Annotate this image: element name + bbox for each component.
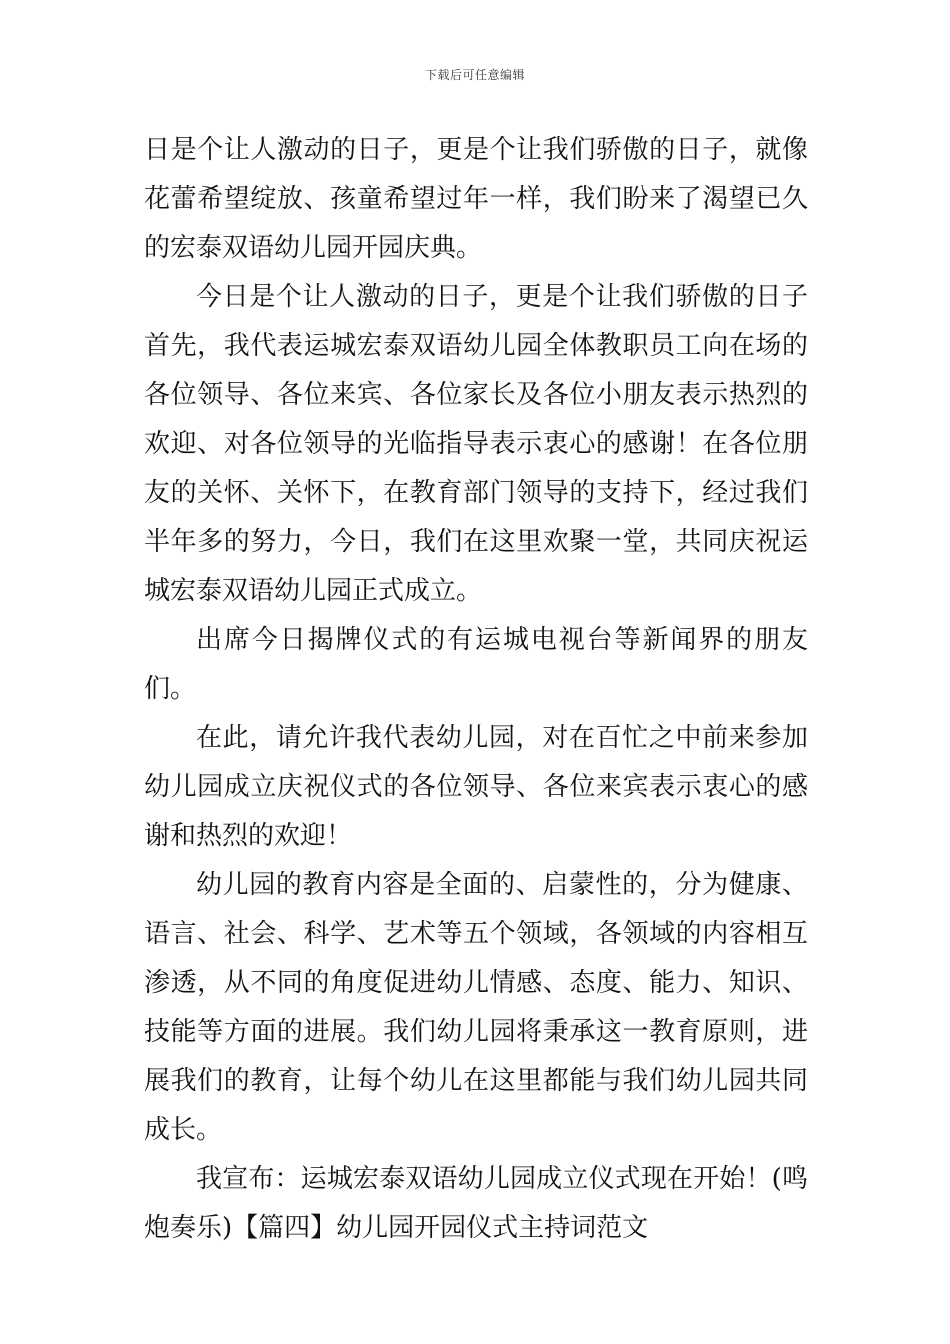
paragraph-1: 日是个让人激动的日子，更是个让我们骄傲的日子，就像花蕾希望绽放、孩童希望过年一样，我们盼来了渴望已久的宏泰双语幼儿园开园庆典。 [144,135,808,263]
header-note: 下载后可任意编辑 [424,68,525,82]
paragraph-5: 幼儿园的教育内容是全面的、启蒙性的，分为健康、语言、社会、科学、艺术等五个领域，各领域的内容相互渗透，从不同的角度促进幼儿情感、态度、能力、知识、技能等方面的进展。我们幼儿园将秉承这一教育原则，进展我们的教育，让每个幼儿在这里都能与我们幼儿园共同成长。 [144,870,808,1145]
paragraph-3: 出席今日揭牌仪式的有运城电视台等新闻界的朋友们。 [144,625,808,704]
paragraph-4: 在此，请允许我代表幼儿园，对在百忙之中前来参加幼儿园成立庆祝仪式的各位领导、各位来宾表示衷心的感谢和热烈的欢迎！ [144,723,808,851]
paragraph-2: 今日是个让人激动的日子，更是个让我们骄傲的日子首先，我代表运城宏泰双语幼儿园全体教职员工向在场的各位领导、各位来宾、各位家长及各位小朋友表示热烈的欢迎、对各位领导的光临指导表示衷心的感谢！在各位朋友的关怀、关怀下，在教育部门领导的支持下，经过我们半年多的努力，今日，我们在这里欢聚一堂，共同庆祝运城宏泰双语幼儿园正式成立。 [144,282,808,606]
paragraph-6: 我宣布：运城宏泰双语幼儿园成立仪式现在开始！(鸣炮奏乐)【篇四】幼儿园开园仪式主持词范文 [144,1164,808,1243]
document-body [144,126,808,1253]
